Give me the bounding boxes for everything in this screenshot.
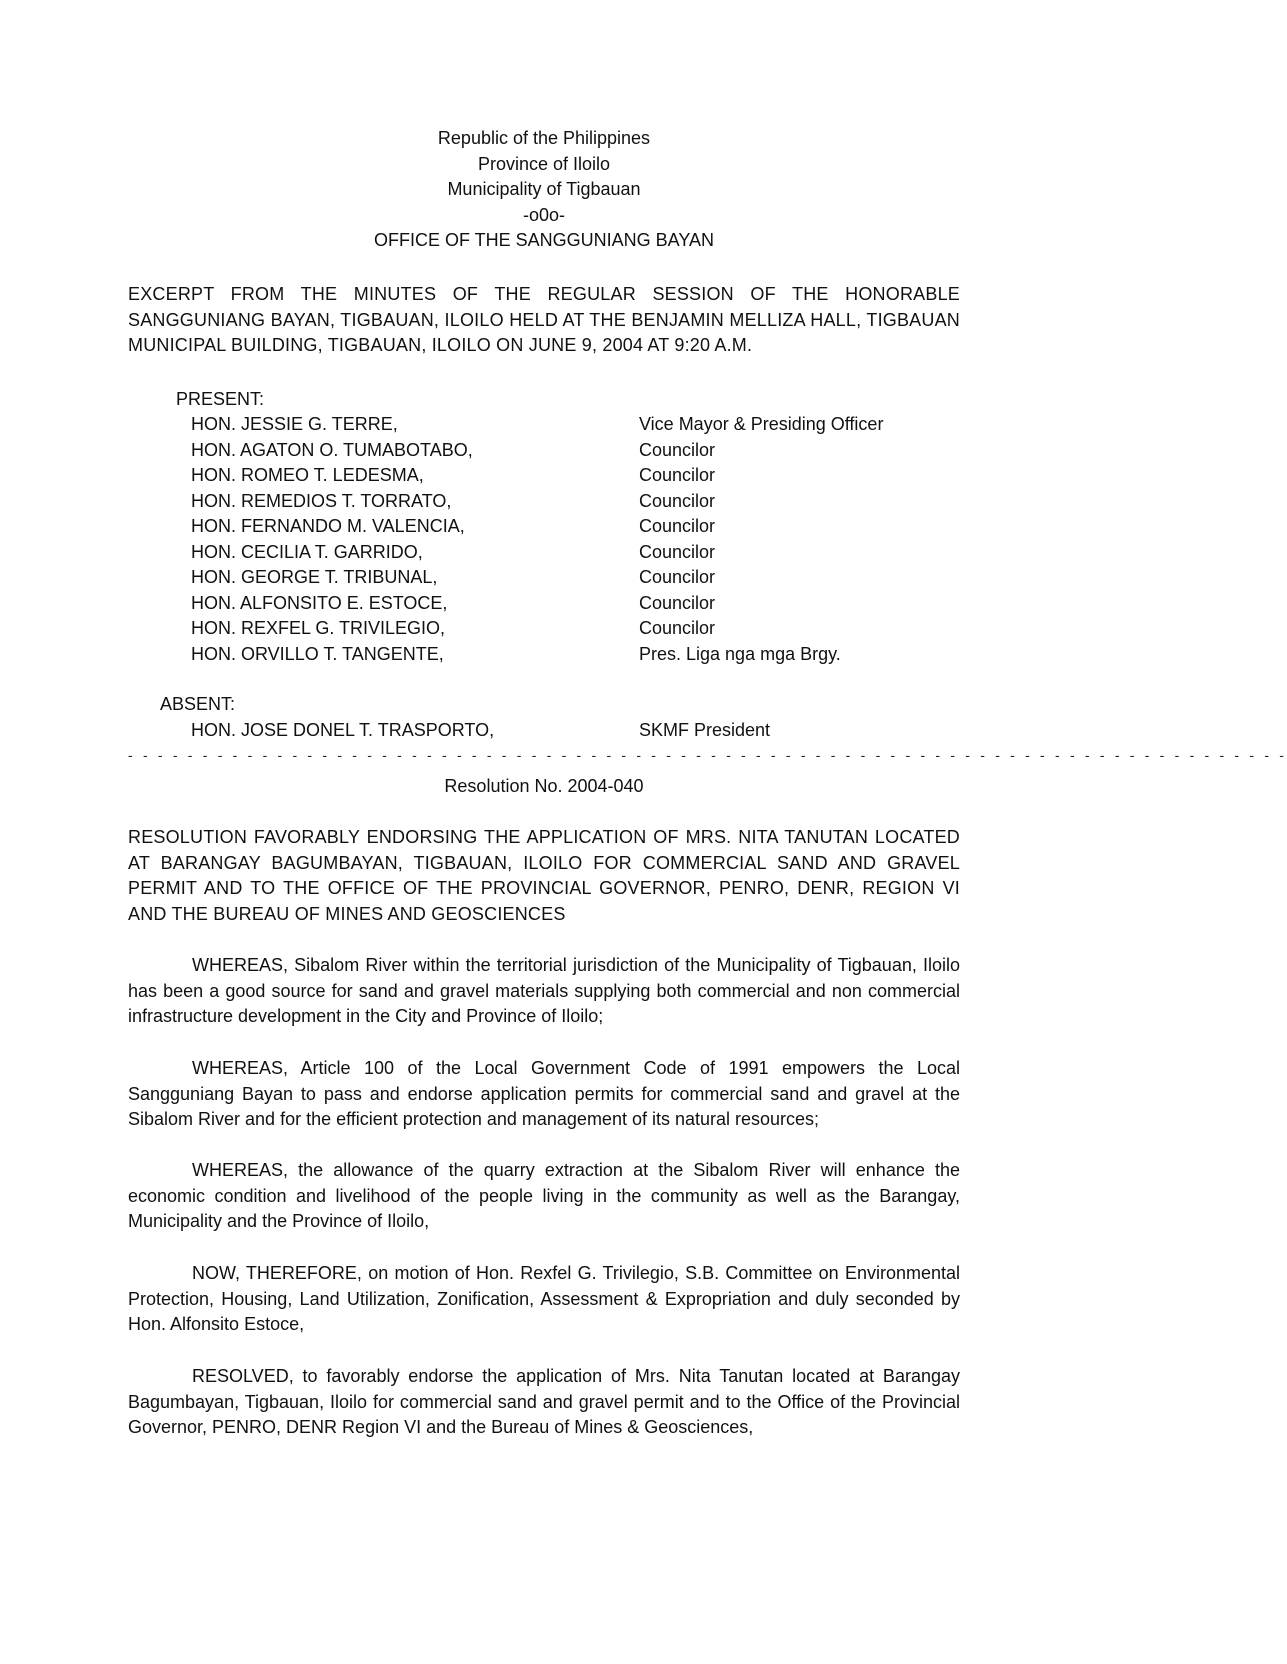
minutes-excerpt: EXCERPT FROM THE MINUTES OF THE REGULAR SESSION OF THE HONORABLE SANGGUNIANG BAYAN, TIGBAUAN, ILOILO HELD AT THE BENJAMIN MELLIZA HALL, TIGBAUAN MUNICIPAL BUILDING, TIGBAUAN, ILOILO ON JUNE 9, 2004 AT 9:20 A.M. (128, 284, 960, 355)
attendee-name: HON. REXFEL G. TRIVILEGIO, (191, 618, 446, 638)
present-label: PRESENT: (176, 389, 265, 409)
attendee-name: HON. JESSIE G. TERRE, (191, 414, 398, 434)
attendee-role: Councilor (639, 490, 716, 511)
absentee-name: HON. JOSE DONEL T. TRASPORTO, (191, 719, 495, 740)
absent-label: ABSENT: (160, 694, 236, 714)
attendee-name: HON. ROMEO T. LEDESMA, (191, 465, 424, 485)
attendee-role: Councilor (639, 439, 716, 460)
dashed-divider: - - - - - - - - - - - - - - - - - - - - - - - - - - - - - - - - - - - - - - - - - - - - - - - - - - - - - - - - - - - - - - - - - - - - - - - - - - - - - - (128, 747, 1287, 763)
attendee-role: Councilor (639, 592, 716, 613)
whereas-paragraph-1: WHEREAS, Sibalom River within the territorial jurisdiction of the Municipality of Tigbauan, Iloilo has been a good source for sand and gravel materials supplying both commercial and non commercial infrastructure development in the City and Province of Iloilo; (128, 955, 960, 1026)
attendee-role: Councilor (639, 618, 716, 638)
attendee-role: Pres. Liga nga mga Brgy. (639, 643, 841, 664)
attendee-name: HON. ALFONSITO E. ESTOCE, (191, 592, 448, 613)
header-province: Province of Iloilo (477, 153, 611, 174)
header-municipality: Municipality of Tigbauan (447, 179, 641, 199)
attendee-row (0, 642, 1088, 668)
attendee-row (0, 540, 1088, 566)
whereas-paragraph-2: WHEREAS, Article 100 of the Local Government Code of 1991 empowers the Local Sangguniang Bayan to pass and endorse application permits for commercial sand and gravel at the Sibalom River and for the efficient protection and management of its natural resources; (128, 1058, 960, 1129)
whereas-paragraph-3: WHEREAS, the allowance of the quarry extraction at the Sibalom River will enhance the economic condition and livelihood of the people living in the community as well as the Barangay, Municipality and the Province of Iloilo, (128, 1160, 960, 1231)
motion-paragraph: NOW, THEREFORE, on motion of Hon. Rexfel G. Trivilegio, S.B. Committee on Environmental Protection, Housing, Land Utilization, Zonification, Assessment & Expropriation and duly seconded by Hon. Alfonsito Estoce, (128, 1263, 960, 1334)
attendee-row (0, 438, 1088, 464)
header-republic: Republic of the Philippines (437, 128, 651, 148)
resolved-paragraph: RESOLVED, to favorably endorse the application of Mrs. Nita Tanutan located at Barangay Bagumbayan, Tigbauan, Iloilo for commercial sand and gravel permit and to the Office of the Provincial Governor, PENRO, DENR Region VI and the Bureau of Mines & Geosciences, (128, 1366, 960, 1437)
attendee-name: HON. REMEDIOS T. TORRATO, (191, 490, 452, 511)
attendee-row (0, 616, 1088, 642)
attendee-name: HON. ORVILLO T. TANGENTE, (191, 643, 444, 664)
attendee-row (0, 591, 1088, 617)
attendee-row (0, 463, 1088, 489)
attendee-name: HON. AGATON O. TUMABOTABO, (191, 439, 473, 460)
attendee-role: Councilor (639, 465, 716, 485)
resolution-number: Resolution No. 2004-040 (444, 776, 644, 796)
resolution-title: RESOLUTION FAVORABLY ENDORSING THE APPLICATION OF MRS. NITA TANUTAN LOCATED AT BARANGAY BAGUMBAYAN, TIGBAUAN, ILOILO FOR COMMERCIAL SAND AND GRAVEL PERMIT AND TO THE OFFICE OF THE PROVINCIAL GOVERNOR, PENRO, DENR, REGION VI AND THE BUREAU OF MINES AND GEOSCIENCES (128, 827, 960, 924)
attendee-row (0, 514, 1088, 540)
absentee-row (0, 718, 1088, 744)
attendee-row (0, 565, 1088, 591)
attendee-row (0, 489, 1088, 515)
attendee-role: Councilor (639, 541, 716, 562)
attendee-role: Councilor (639, 516, 716, 536)
attendee-row (0, 412, 1088, 438)
letterhead (0, 126, 1088, 254)
header-ornament: -o0o- (522, 204, 566, 225)
attendee-role: Vice Mayor & Presiding Officer (639, 414, 884, 434)
attendee-name: HON. CECILIA T. GARRIDO, (191, 541, 423, 562)
attendee-name: HON. GEORGE T. TRIBUNAL, (191, 567, 438, 587)
attendee-role: Councilor (639, 567, 716, 587)
absentee-role: SKMF President (639, 719, 771, 740)
header-office: OFFICE OF THE SANGGUNIANG BAYAN (373, 230, 715, 250)
attendee-name: HON. FERNANDO M. VALENCIA, (191, 516, 465, 536)
